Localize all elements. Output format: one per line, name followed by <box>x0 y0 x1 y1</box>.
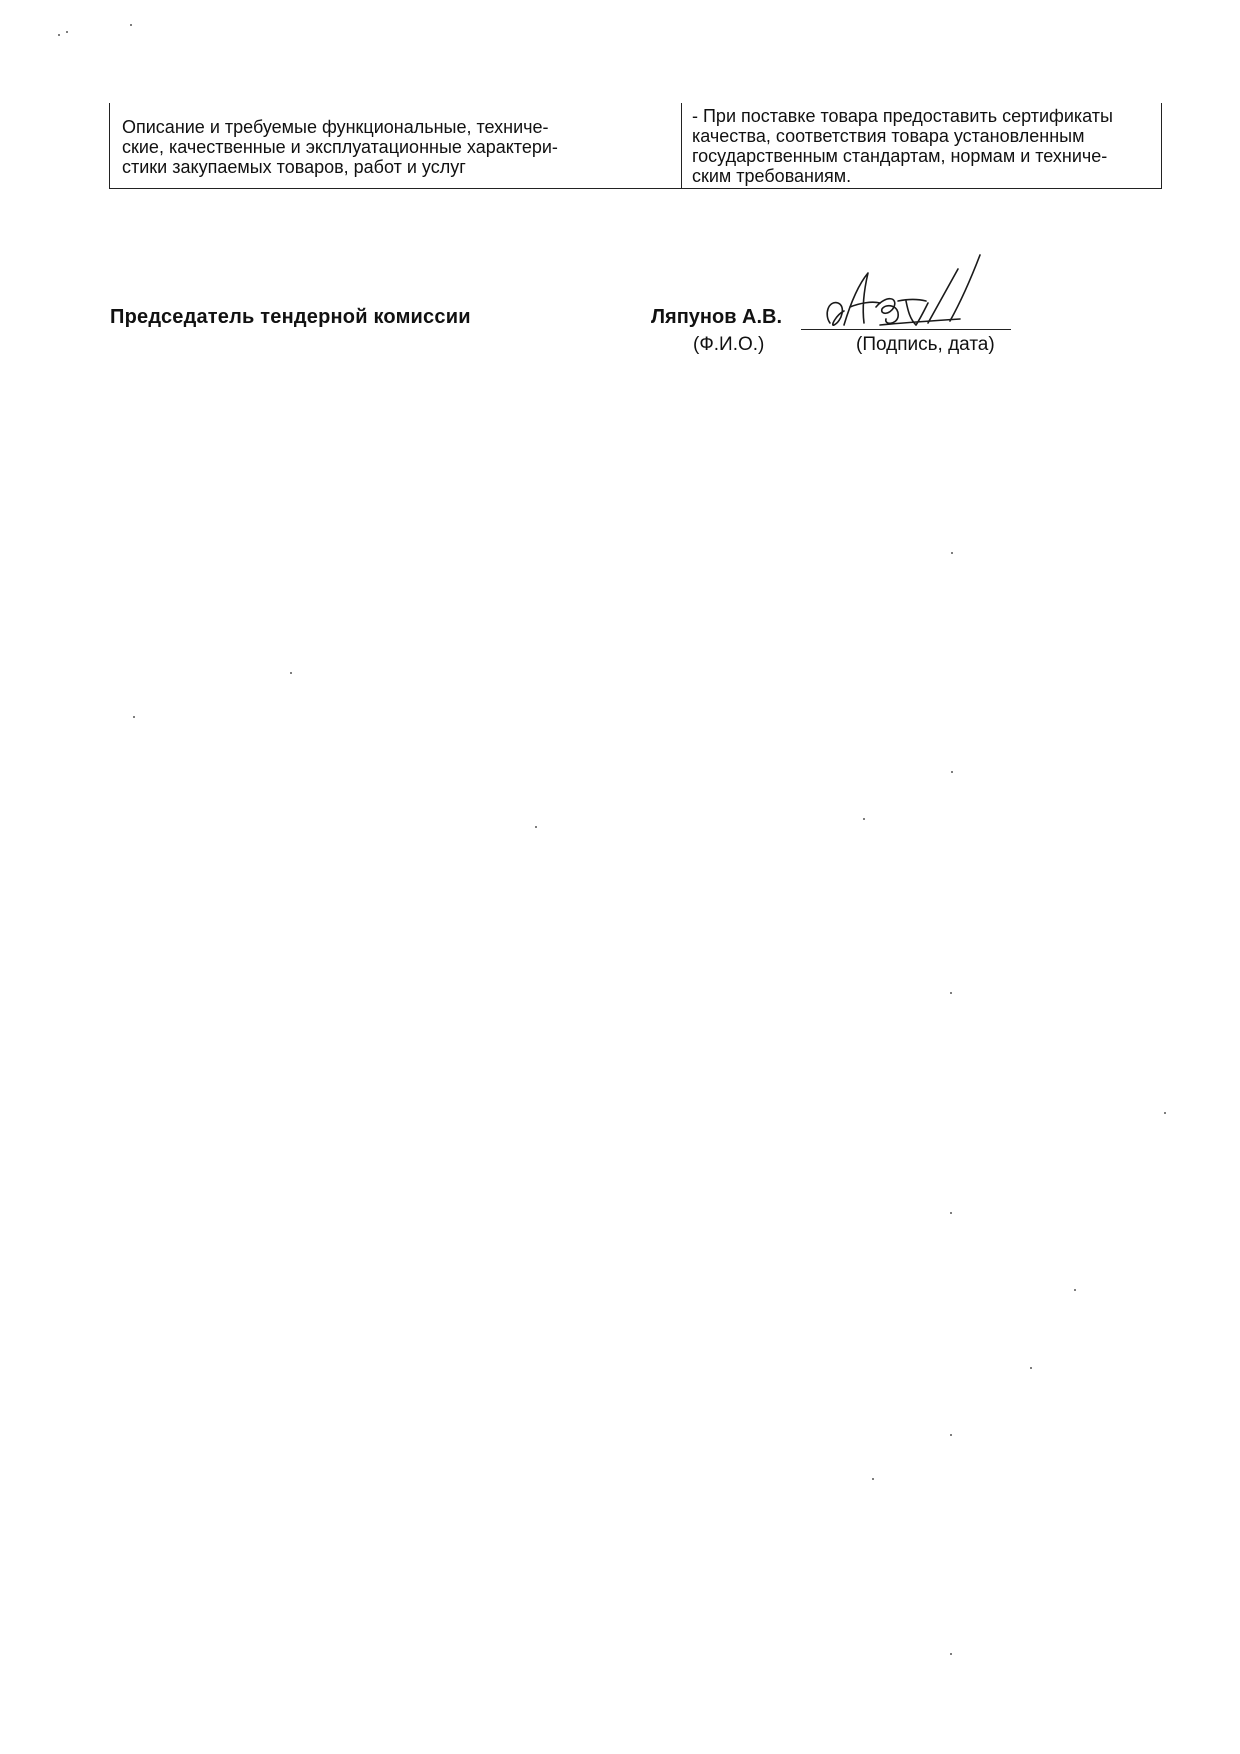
requirement-label: Описание и требуемые функциональные, техниче- ские, качественные и эксплуатационные характери- стики закупаемых товаров, работ и услуг <box>122 117 558 177</box>
scan-speck <box>863 818 865 820</box>
scan-speck <box>950 1653 952 1655</box>
requirement-label-cell <box>110 103 682 189</box>
scan-speck <box>1074 1289 1076 1291</box>
name-caption: (Ф.И.О.) <box>693 334 765 355</box>
requirements-table <box>109 103 1162 189</box>
scan-speck <box>950 1212 952 1214</box>
scan-speck <box>535 826 537 828</box>
chairman-title: Председатель тендерной комиссии <box>110 306 471 328</box>
scan-speck <box>290 672 292 674</box>
requirement-value: - При поставке товара предоставить сертификаты качества, соответствия товара установленным государственным стандартам, нормам и техниче- ским требованиям. <box>692 106 1113 186</box>
chairman-name: Ляпунов А.В. <box>651 306 783 328</box>
scan-speck <box>950 1434 952 1436</box>
scan-speck <box>950 992 952 994</box>
scan-speck <box>951 552 953 554</box>
signature-caption: (Подпись, дата) <box>856 334 995 355</box>
handwritten-signature <box>820 245 990 340</box>
scan-speck <box>1030 1367 1032 1369</box>
scan-speck <box>872 1478 874 1480</box>
scan-speck <box>133 716 135 718</box>
scan-speck <box>1164 1112 1166 1114</box>
scan-speck <box>58 34 60 36</box>
requirement-value-cell <box>682 103 1162 189</box>
scan-speck <box>951 771 953 773</box>
table-row <box>110 103 1162 189</box>
scan-speck <box>66 31 68 33</box>
scan-speck <box>130 24 132 26</box>
